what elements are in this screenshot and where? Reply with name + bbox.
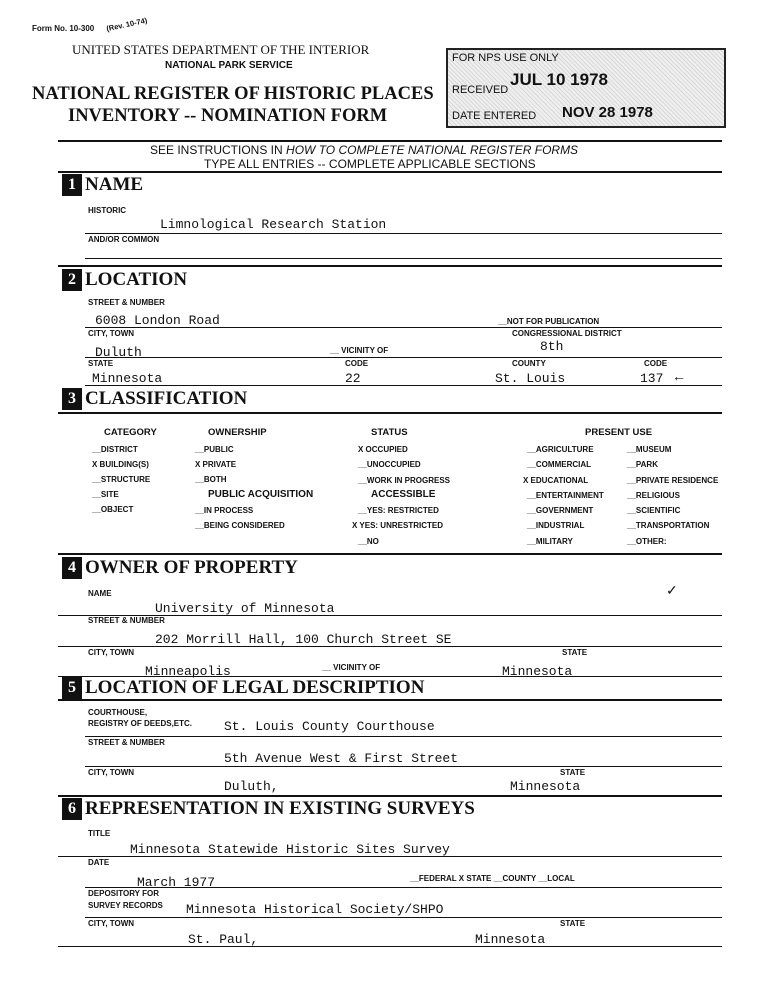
owner-name-label: NAME [88,589,112,598]
use-scientific[interactable]: __SCIENTIFIC [627,506,681,515]
divider [58,412,722,414]
street-label: STREET & NUMBER [88,298,165,307]
section-title: REPRESENTATION IN EXISTING SURVEYS [85,798,475,819]
form-title-line1: NATIONAL REGISTER OF HISTORIC PLACES [32,84,434,104]
survey-title-field[interactable]: Minnesota Statewide Historic Sites Survey [130,842,450,857]
field-line [58,646,722,647]
owner-vicinity-checkbox[interactable]: __ VICINITY OF [322,663,381,672]
category-building[interactable]: X BUILDING(S) [92,460,149,469]
survey-level-checkboxes[interactable]: __FEDERAL X STATE __COUNTY __LOCAL [410,874,575,883]
section-2-heading [62,269,187,291]
congressional-district-field[interactable]: 8th [540,339,564,354]
common-name-label: AND/OR COMMON [88,235,160,244]
instructions-reference: HOW TO COMPLETE NATIONAL REGISTER FORMS [286,143,579,157]
public-acquisition-header: PUBLIC ACQUISITION [208,489,314,500]
county-code-label: CODE [644,359,668,368]
form-number: Form No. 10-300 [32,24,95,33]
field-line [85,357,722,358]
acquisition-being-considered[interactable]: __BEING CONSIDERED [195,521,285,530]
survey-date-field[interactable]: March 1977 [137,875,216,890]
divider [58,795,722,797]
use-agriculture[interactable]: __AGRICULTURE [527,445,594,454]
legal-state-label: STATE [560,768,586,777]
use-other[interactable]: __OTHER: [627,537,667,546]
section-title: NAME [85,174,144,195]
use-industrial[interactable]: __INDUSTRIAL [527,521,585,530]
category-district[interactable]: __DISTRICT [92,445,138,454]
instructions-line2: TYPE ALL ENTRIES -- COMPLETE APPLICABLE SECTIONS [204,157,536,171]
checkmark-icon: ✓ [666,582,678,598]
received-stamp: JUL 10 1978 [510,70,608,89]
field-line [85,233,722,234]
section-number: 3 [62,388,82,410]
state-field[interactable]: Minnesota [92,371,163,386]
accessible-header: ACCESSIBLE [371,489,436,500]
received-label: RECEIVED [452,84,509,96]
category-header: CATEGORY [104,427,157,438]
category-site[interactable]: __SITE [92,490,119,499]
county-field[interactable]: St. Louis [495,371,566,386]
section-number: 6 [62,798,82,820]
use-government[interactable]: __GOVERNMENT [527,506,594,515]
section-number: 1 [62,174,82,196]
historic-label: HISTORIC [88,206,127,215]
service-name: NATIONAL PARK SERVICE [165,60,293,71]
status-unoccupied[interactable]: __UNOCCUPIED [358,460,421,469]
acquisition-in-process[interactable]: __IN PROCESS [195,506,254,515]
legal-street-field[interactable]: 5th Avenue West & First Street [224,751,459,766]
field-line [58,856,722,857]
field-line [58,946,722,947]
divider [58,699,722,701]
depository-label-1: DEPOSITORY FOR [88,889,159,898]
section-6-heading [62,798,475,820]
survey-date-label: DATE [88,858,110,867]
courthouse-field[interactable]: St. Louis County Courthouse [224,719,435,734]
section-5-heading [62,677,424,699]
not-for-publication[interactable]: __NOT FOR PUBLICATION [498,317,600,326]
status-header: STATUS [371,427,408,438]
divider [58,265,722,267]
form-revision: (Rev. 10-74) [105,15,149,34]
survey-state-field[interactable]: Minnesota [475,932,546,947]
historic-name-field[interactable]: Limnological Research Station [160,217,387,232]
nps-heading: FOR NPS USE ONLY [452,52,559,64]
present-use-header: PRESENT USE [585,427,653,438]
section-4-heading [62,557,298,579]
section-title: LOCATION OF LEGAL DESCRIPTION [85,677,425,698]
depository-label-2: SURVEY RECORDS [88,901,163,910]
field-line [85,327,722,328]
date-entered-stamp: NOV 28 1978 [562,104,653,121]
section-number: 4 [62,557,82,579]
field-line [85,385,722,386]
access-no[interactable]: __NO [358,537,379,546]
owner-city-field[interactable]: Minneapolis [145,664,231,679]
use-commercial[interactable]: __COMMERCIAL [527,460,592,469]
instructions-line1 [150,143,578,157]
state-label: STATE [88,359,114,368]
use-museum[interactable]: __MUSEUM [627,445,672,454]
depository-field[interactable]: Minnesota Historical Society/SHPO [186,902,444,917]
status-work-in-progress[interactable]: __WORK IN PROGRESS [358,476,451,485]
owner-state-label: STATE [562,648,588,657]
survey-city-label: CITY, TOWN [88,919,135,928]
section-3-heading [62,388,247,410]
field-line [85,258,722,259]
legal-city-label: CITY, TOWN [88,768,135,777]
section-title: LOCATION [85,269,188,290]
registry-label: REGISTRY OF DEEDS,ETC. [88,719,193,728]
field-line [85,736,722,737]
street-field[interactable]: 6008 London Road [95,313,220,328]
section-number: 2 [62,269,82,291]
survey-state-label: STATE [560,919,586,928]
field-line [85,766,722,767]
access-unrestricted[interactable]: X YES: UNRESTRICTED [352,521,443,530]
instructions-prefix: SEE INSTRUCTIONS IN [150,143,283,157]
owner-city-label: CITY, TOWN [88,648,135,657]
status-occupied[interactable]: X OCCUPIED [358,445,408,454]
state-code-label: CODE [345,359,369,368]
date-entered-label: DATE ENTERED [452,110,537,122]
use-transportation[interactable]: __TRANSPORTATION [627,521,710,530]
legal-state-field[interactable]: Minnesota [510,779,581,794]
field-line [85,887,722,888]
owner-state-field[interactable]: Minnesota [502,664,573,679]
owner-street-label: STREET & NUMBER [88,616,165,625]
courthouse-label: COURTHOUSE, [88,708,148,717]
section-title: CLASSIFICATION [85,388,248,409]
survey-city-field[interactable]: St. Paul, [188,932,259,947]
city-label: CITY, TOWN [88,329,135,338]
section-1-heading [62,174,143,196]
owner-street-field[interactable]: 202 Morrill Hall, 100 Church Street SE [155,632,452,647]
legal-street-label: STREET & NUMBER [88,738,165,747]
legal-city-field[interactable]: Duluth, [224,779,279,794]
nps-use-only-box [446,48,726,128]
field-line [85,917,722,918]
county-code-field[interactable]: 137 [640,371,664,386]
category-object[interactable]: __OBJECT [92,505,134,514]
department-name: UNITED STATES DEPARTMENT OF THE INTERIOR [72,42,370,57]
use-educational[interactable]: X EDUCATIONAL [523,476,589,485]
county-label: COUNTY [512,359,546,368]
divider [58,171,722,173]
use-military[interactable]: __MILITARY [527,537,573,546]
use-religious[interactable]: __RELIGIOUS [627,491,680,500]
divider [58,140,722,142]
owner-name-field[interactable]: University of Minnesota [155,601,335,616]
use-park[interactable]: __PARK [627,460,658,469]
use-private-residence[interactable]: __PRIVATE RESIDENCE [627,476,719,485]
access-restricted[interactable]: __YES: RESTRICTED [358,506,439,515]
ownership-header: OWNERSHIP [208,427,267,438]
congressional-district-label: CONGRESSIONAL DISTRICT [512,329,622,338]
ownership-private[interactable]: X PRIVATE [195,460,237,469]
vicinity-checkbox[interactable]: __ VICINITY OF [330,346,389,355]
category-structure[interactable]: __STRUCTURE [92,475,151,484]
survey-title-label: TITLE [88,829,111,838]
ownership-both[interactable]: __BOTH [195,475,227,484]
section-title: OWNER OF PROPERTY [85,557,298,578]
checkmark-icon: ← [672,368,686,384]
ownership-public[interactable]: __PUBLIC [195,445,234,454]
form-title-line2: INVENTORY -- NOMINATION FORM [68,106,388,126]
city-field[interactable]: Duluth [95,345,142,360]
state-code-field[interactable]: 22 [345,371,361,386]
section-number: 5 [62,677,82,699]
use-entertainment[interactable]: __ENTERTAINMENT [527,491,604,500]
divider [58,553,722,555]
